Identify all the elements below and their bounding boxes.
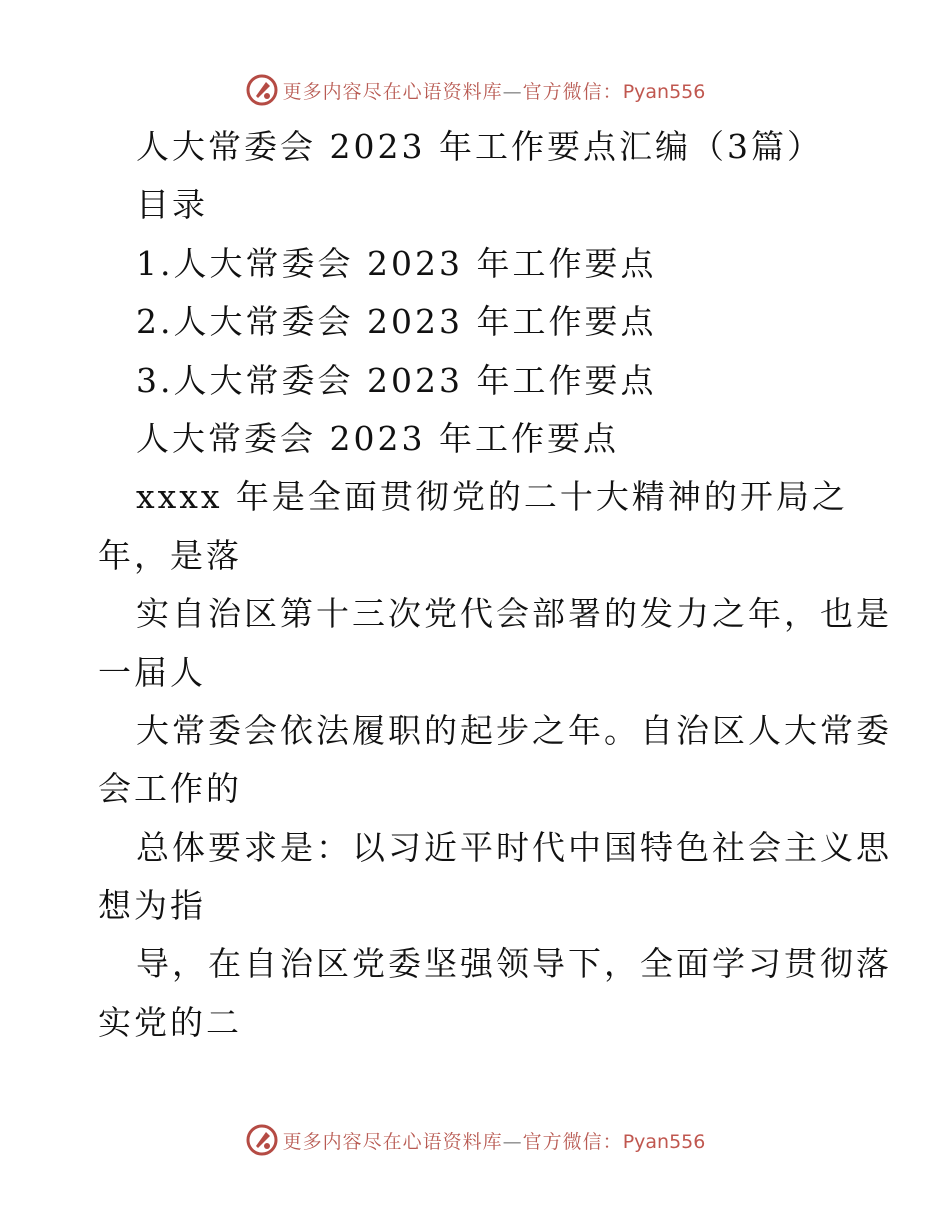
text-line: 年，是落 [98, 535, 242, 575]
text-line: xxxx 年是全面贯彻党的二十大精神的开局之 [136, 477, 848, 517]
text-line: 想为指 [98, 886, 206, 926]
text-line: 总体要求是：以习近平时代中国特色社会主义思 [136, 827, 892, 867]
text-line: 实自治区第十三次党代会部署的发力之年，也是 [136, 594, 892, 634]
text-line: 3.人大常委会 2023 年工作要点 [136, 360, 657, 400]
pen-nib-logo-icon [245, 1123, 279, 1157]
text-line: 导，在自治区党委坚强领导下，全面学习贯彻落 [136, 944, 892, 984]
text-line: 实党的二 [98, 1002, 242, 1042]
text-line: 大常委会依法履职的起步之年。自治区人大常委 [136, 710, 892, 750]
text-line: 人大常委会 2023 年工作要点 [136, 418, 619, 458]
banner-text: 更多内容尽在心语资料库—官方微信：Pyan556 [282, 1130, 706, 1153]
text-line: 会工作的 [98, 769, 242, 809]
text-line: 目录 [136, 185, 208, 225]
header-banner [0, 70, 950, 110]
footer-banner [0, 1120, 950, 1160]
text-line: 一届人 [98, 652, 206, 692]
banner-text: 更多内容尽在心语资料库—官方微信：Pyan556 [282, 80, 706, 103]
text-line: 2.人大常委会 2023 年工作要点 [136, 302, 657, 342]
pen-nib-logo-icon [245, 73, 279, 107]
text-line: 1.人大常委会 2023 年工作要点 [136, 243, 657, 283]
text-line: 人大常委会 2023 年工作要点汇编（3篇） [136, 127, 823, 166]
document-body [98, 118, 892, 1052]
